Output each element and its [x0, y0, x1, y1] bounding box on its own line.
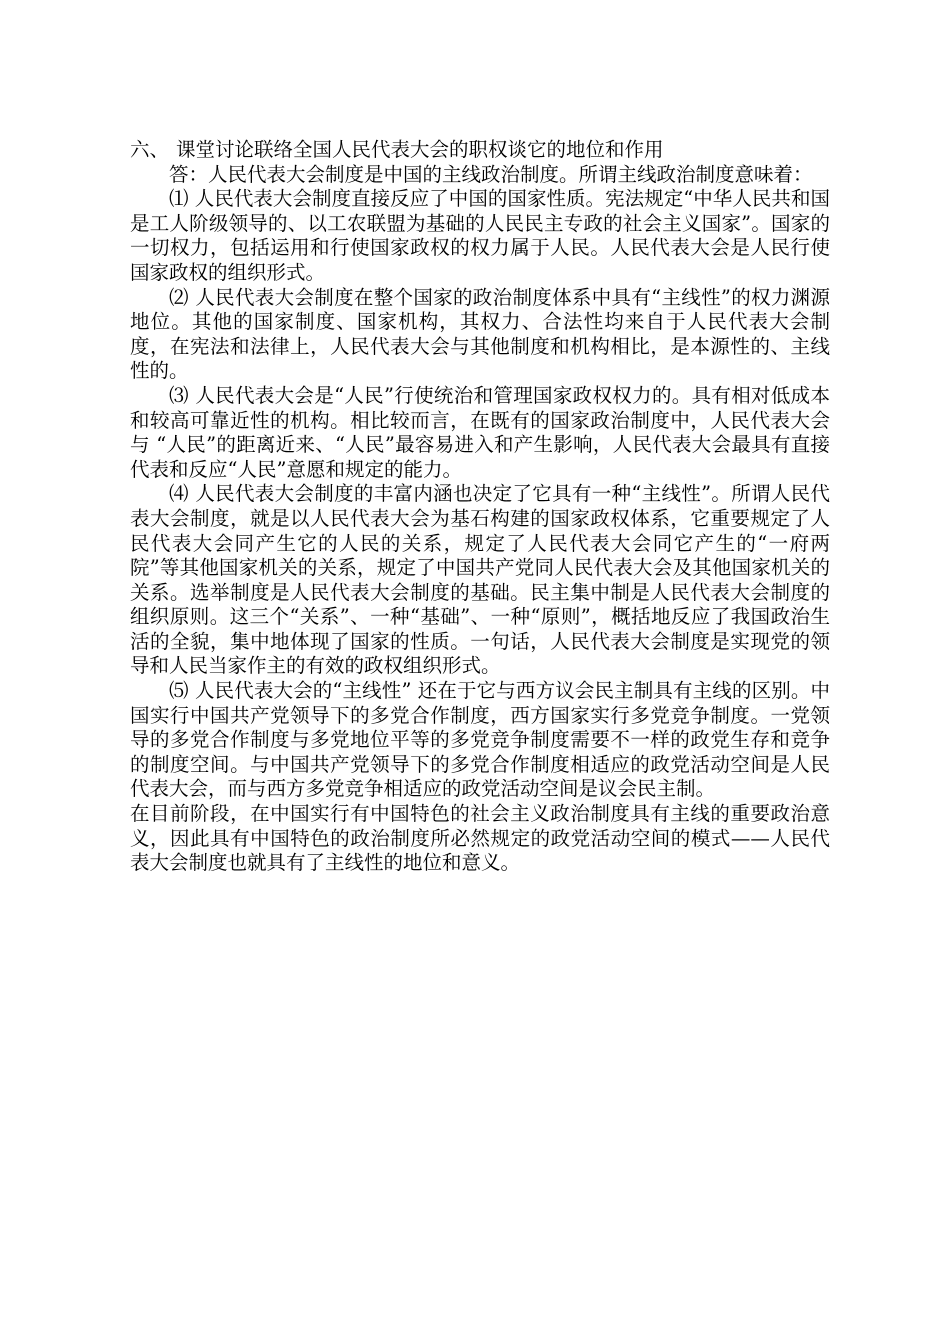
point-paragraph-5: ⑸ 人民代表大会的“主线性” 还在于它与西方议会民主制具有主线的区别。中国实行中国共产党领导下的多党合作制度，西方国家实行多党竞争制度。一党领导的多党合作制度与多党地位平等的多党竞争制度需要不一样的政党生存和竞争的制度空间。与中国共产党领导下的多党合作制度相适应的政党活动空间是人民代表大会，而与西方多党竞争相适应的政党活动空间是议会民主制。: [130, 679, 830, 801]
conclusion-paragraph: 在目前阶段，在中国实行有中国特色的社会主义政治制度具有主线的重要政治意义，因此具有中国特色的政治制度所必然规定的政党活动空间的模式——人民代表大会制度也就具有了主线性的地位和意义。: [130, 802, 830, 875]
point-paragraph-2: ⑵ 人民代表大会制度在整个国家的政治制度体系中具有“主线性”的权力渊源地位。其他的国家制度、国家机构，其权力、合法性均来自于人民代表大会制度，在宪法和法律上，人民代表大会与其他制度和机构相比，是本源性的、主线性的。: [130, 285, 830, 383]
section-heading: [130, 138, 830, 163]
point-paragraph-1: ⑴ 人民代表大会制度直接反应了中国的国家性质。宪法规定“中华人民共和国是工人阶级领导的、以工农联盟为基础的人民民主专政的社会主义国家”。国家的一切权力，包括运用和行使国家政权的权力属于人民。人民代表大会是人民行使国家政权的组织形式。: [130, 187, 830, 284]
section-number: 六、: [130, 138, 170, 161]
document-page: [130, 138, 830, 876]
section-title: 课堂讨论联络全国人民代表大会的职权谈它的地位和作用: [176, 138, 664, 161]
answer-intro: 答：人民代表大会制度是中国的主线政治制度。所谓主线政治制度意味着：: [169, 162, 813, 186]
point-paragraph-4: ⑷ 人民代表大会制度的丰富内涵也决定了它具有一种“主线性”。所谓人民代表大会制度，就是以人民代表大会为基石构建的国家政权体系，它重要规定了人民代表大会同产生它的人民的关系，规定了人民代表大会同它产生的“一府两院”等其他国家机关的关系，规定了中国共产党同人民代表大会及其他国家机关的关系。选举制度是人民代表大会制度的基础。民主集中制是人民代表大会制度的组织原则。这三个“关系”、一种“基础”、一种“原则”，概括地反应了我国政治生活的全貌，集中地体现了国家的性质。一句话，人民代表大会制度是实现党的领导和人民当家作主的有效的政权组织形式。: [130, 482, 830, 678]
point-paragraph-3: ⑶ 人民代表大会是“人民”行使统治和管理国家政权权力的。具有相对低成本和较高可靠近性的机构。相比较而言，在既有的国家政治制度中，人民代表大会与 “人民”的距离近来、“人民”最容易进入和产生影响，人民代表大会最具有直接代表和反应“人民”意愿和规定的能力。: [130, 383, 830, 481]
